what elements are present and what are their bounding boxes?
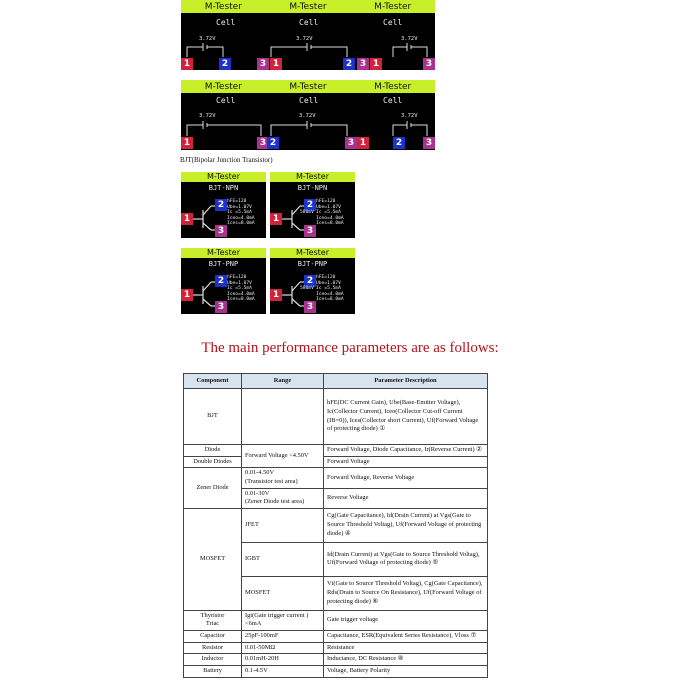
mode-label: Cell [216, 18, 236, 27]
cell-range: 25pF-100mF [242, 631, 324, 643]
cell-description: Reverse Voltage [324, 488, 488, 508]
cell-screen-row2 [181, 80, 435, 150]
pin-3: 3 [304, 301, 316, 313]
bjt-caption: BJT(Bipolar Junction Transistor) [180, 156, 273, 164]
table-row [184, 642, 488, 654]
component-triac: Triac [205, 620, 220, 628]
cell-description: Gate trigger voltage [324, 610, 488, 630]
cell-range: 0.1-4.5V [242, 666, 324, 678]
table-row [184, 631, 488, 643]
bjt-params: hFE=120 Ube=1.07V Ic =5.5mA Iceo=4.0mA Ices=8.0mA [227, 199, 255, 227]
pin-2: 2 [304, 199, 316, 211]
screen-header: M-Tester [270, 248, 355, 258]
vbe-label: 580mV [300, 286, 314, 291]
bjt-type-label: BJT-PNP [297, 260, 328, 268]
mode-label: Cell [383, 18, 403, 27]
cell-description: hFE(DC Current Gain), Ube(Base-Emitter Voltage), Ic(Collector Current), Iceo(Collector Cut-off Current (IB=0)), Ices(Collector short Current), Uf(Forward Voltage of protecting diode) ① [324, 389, 488, 445]
voltage-value: 3.72V [296, 36, 313, 42]
pin-3: 3 [215, 301, 227, 313]
bjt-type-label: BJT-NPN [297, 184, 328, 192]
cell-description: Vt(Gate to Source Threshold Voltag), Cg(Gate Capacitance), Rds(Drain to Source On Resistance), Uf(Forward Voltage of protecting diode) ⑥ [324, 576, 488, 610]
pin-2: 2 [215, 199, 227, 211]
cell-range [242, 389, 324, 445]
cell-range: Igt(Gate trigger current )<6mA [242, 610, 324, 630]
cell-description: Forward Voltage, Reverse Voltage [324, 468, 488, 488]
cell-component: Inductor [184, 654, 242, 666]
cell-description: Id(Drain Current) at Vgs(Gate to Source Threshold Voltag), Uf(Forward Voltage of protecting diode) ⑤ [324, 542, 488, 576]
pin-3: 3 [215, 225, 227, 237]
cell-component: Capacitor [184, 631, 242, 643]
pin-2: 2 [304, 275, 316, 287]
cell-component: MOSFET [184, 508, 242, 610]
pin-2: 2 [393, 137, 405, 149]
mode-label: Cell [383, 96, 403, 105]
range-note: (Transistor test area) [245, 477, 298, 485]
pin-1: 1 [270, 58, 282, 70]
screen-header: M-Tester [181, 172, 266, 182]
pin-1: 1 [357, 137, 369, 149]
voltage-value: 3.72V [401, 36, 418, 42]
pin-2: 2 [267, 137, 279, 149]
table-row [184, 666, 488, 678]
pin-1: 1 [181, 289, 193, 301]
pin-3: 3 [423, 137, 435, 149]
voltage-value: 3.72V [199, 113, 216, 119]
range-value: 0.01-30V [245, 489, 270, 497]
cell-screen-row1 [181, 0, 435, 70]
pin-3: 3 [257, 137, 269, 149]
table-header-row [184, 374, 488, 389]
bjt-screen [181, 248, 266, 314]
pin-1: 1 [181, 137, 193, 149]
voltage-value: 3.72V [401, 113, 418, 119]
cell-component: Zener Diode [184, 468, 242, 509]
bjt-screen [270, 248, 355, 314]
cell-description: Resistance [324, 642, 488, 654]
cell-range: MOSFET [242, 576, 324, 610]
table-row [184, 468, 488, 488]
voltage-value: 3.72V [199, 36, 216, 42]
header-label: M-Tester [374, 1, 412, 12]
pin-3: 3 [423, 58, 435, 70]
parameters-table [183, 373, 488, 678]
header-label: M-Tester [204, 1, 242, 12]
col-header-component: Component [184, 374, 242, 389]
header-label: M-Tester [289, 1, 327, 12]
cell-description: Capacitance, ESR(Equivalent Series Resistance), Vloss ⑦ [324, 631, 488, 643]
pin-1: 1 [270, 289, 282, 301]
table-row [184, 456, 488, 468]
screen-header: M-Tester [270, 172, 355, 182]
cell-range: 0.01mH-20H [242, 654, 324, 666]
bjt-type-label: BJT-PNP [208, 260, 239, 268]
bjt-screen [181, 172, 266, 238]
section-heading: The main performance parameters are as follows: [201, 340, 499, 356]
cell-description: Inductance, DC Resistance ⑧ [324, 654, 488, 666]
table-row [184, 508, 488, 542]
bjt-params: hFE=120 Ube=1.07V Ic =5.5mA Iceo=4.0mA Ices=8.0mA [316, 275, 344, 303]
mode-label: Cell [299, 96, 319, 105]
table-row [184, 610, 488, 630]
cell-description: Voltage, Battery Polarity [324, 666, 488, 678]
cell-range: IGBT [242, 542, 324, 576]
cell-component: Battery [184, 666, 242, 678]
pin-3: 3 [345, 137, 357, 149]
cell-range [242, 488, 324, 508]
pin-1: 1 [181, 58, 193, 70]
cell-component: BJT [184, 389, 242, 445]
header-label: M-Tester [289, 81, 327, 92]
cell-description: Forward Voltage, Diode Capacitance, Ir(Reverse Current) ② [324, 445, 488, 457]
cell-range: JFET [242, 508, 324, 542]
bjt-params: hFE=120 Ube=1.07V Ic =5.5mA Iceo=4.0mA Ices=8.0mA [227, 275, 255, 303]
pin-3: 3 [304, 225, 316, 237]
cell-description: Cg(Gate Capacitance), Id(Drain Current) at Vgs(Gate to Source Threshold Voltag), Uf(Forward Voltage of protecting diode) ④ [324, 508, 488, 542]
mode-label: Cell [216, 96, 236, 105]
range-note: (Zener Diode test area) [245, 498, 305, 506]
bjt-params: hFE=120 Ube=1.07V Ic =5.5mA Iceo=4.0mA Ices=8.0mA [316, 199, 344, 227]
vbe-label: 580mV [300, 210, 314, 215]
cell-range: Forward Voltage <4.50V [242, 445, 324, 468]
table-row [184, 654, 488, 666]
pin-3: 3 [257, 58, 269, 70]
bjt-type-label: BJT-NPN [208, 184, 239, 192]
header-label: M-Tester [204, 81, 242, 92]
voltage-value: 3.72V [299, 113, 316, 119]
pin-1: 1 [270, 213, 282, 225]
table-row [184, 389, 488, 445]
cell-range: 0.01-50MΩ [242, 642, 324, 654]
pin-3: 3 [357, 58, 369, 70]
pin-2: 2 [215, 275, 227, 287]
table-row [184, 445, 488, 457]
range-value: 0.01-4.50V [245, 469, 275, 477]
cell-range [242, 468, 324, 488]
cell-component [184, 610, 242, 630]
header-label: M-Tester [374, 81, 412, 92]
pin-2: 2 [343, 58, 355, 70]
pin-2: 2 [219, 58, 231, 70]
screen-header: M-Tester [181, 248, 266, 258]
cell-component: Diode [184, 445, 242, 457]
col-header-description: Parameter Description [324, 374, 488, 389]
pin-1: 1 [181, 213, 193, 225]
component-thyristor: Thyristor [200, 611, 225, 619]
mode-label: Cell [299, 18, 319, 27]
cell-component: Double Diodes [184, 456, 242, 468]
col-header-range: Range [242, 374, 324, 389]
pin-1: 1 [370, 58, 382, 70]
cell-component: Resistor [184, 642, 242, 654]
cell-description: Forward Voltage [324, 456, 488, 468]
bjt-screen [270, 172, 355, 238]
